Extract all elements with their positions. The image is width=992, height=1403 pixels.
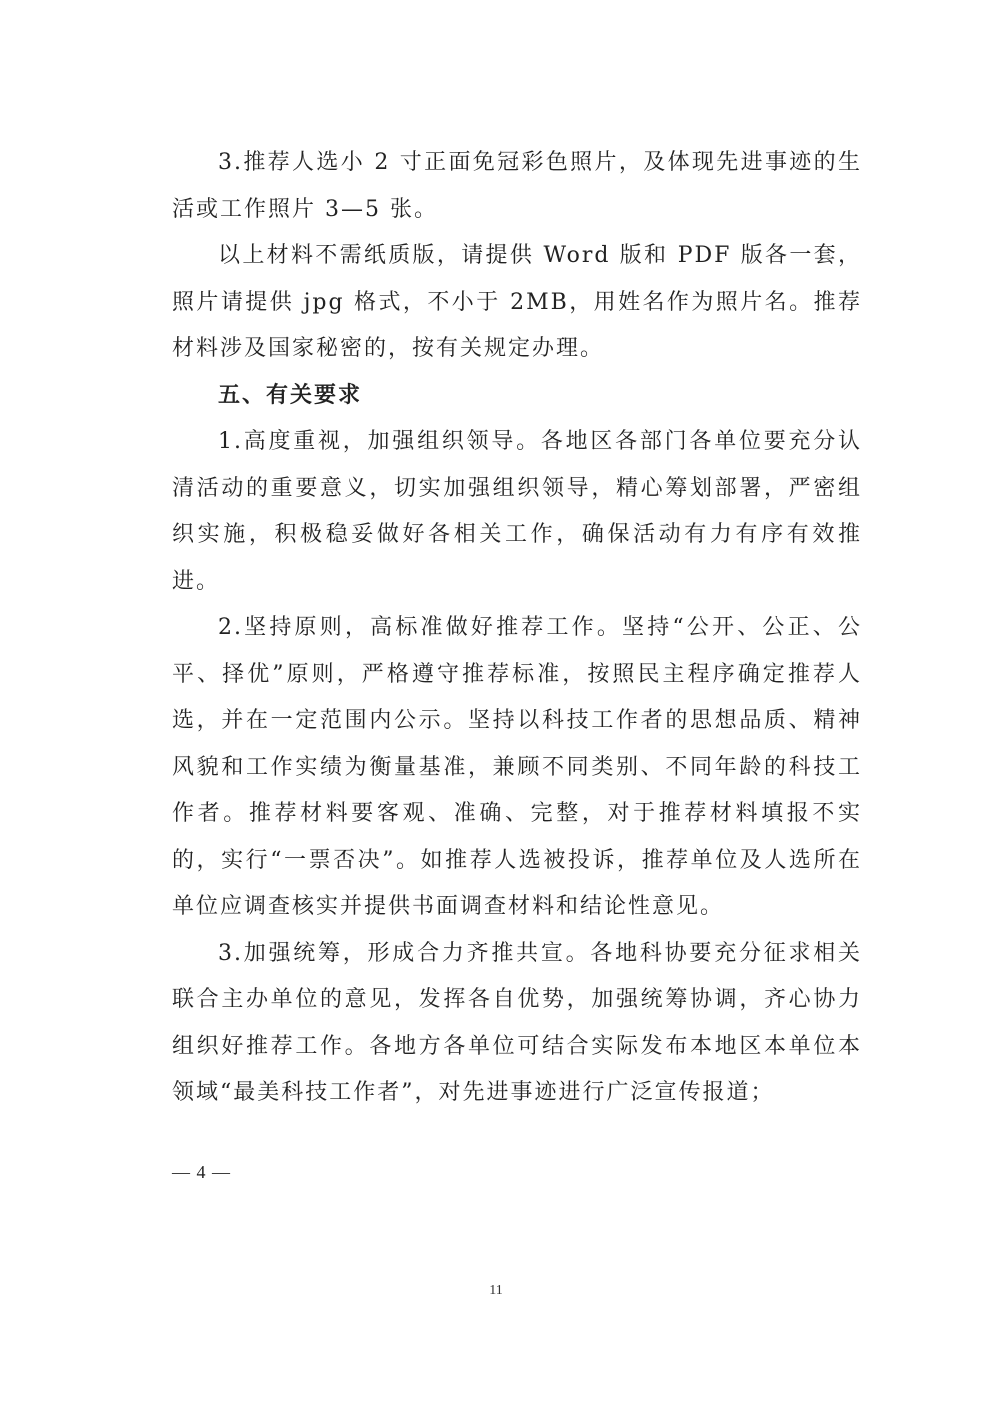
paragraph-photos: 3.推荐人选小 2 寸正面免冠彩色照片，及体现先进事迹的生活或工作照片 3—5 张。 [172,150,862,222]
document-body [172,140,862,1117]
pdf-page-number: 11 [489,1283,503,1298]
paragraph-material-format: 以上材料不需纸质版，请提供 Word 版和 PDF 版各一套，照片请提供 jpg 格式，不小于 2MB，用姓名作为照片名。推荐材料涉及国家秘密的，按有关规定办理。 [172,243,862,361]
paragraph-requirement-1: 1.高度重视，加强组织领导。各地区各部门各单位要充分认清活动的重要意义，切实加强组织领导，精心筹划部署，严密组织实施，积极稳妥做好各相关工作，确保活动有力有序有效推进。 [172,429,862,594]
section-heading-requirements: 五、有关要求 [218,382,363,408]
page-marker: — 4 — [172,1162,231,1182]
paragraph-requirement-2: 2.坚持原则，高标准做好推荐工作。坚持“公开、公正、公平、择优”原则，严格遵守推荐标准，按照民主程序确定推荐人选，并在一定范围内公示。坚持以科技工作者的思想品质、精神风貌和工作实绩为衡量基准，兼顾不同类别、不同年龄的科技工作者。推荐材料要客观、准确、完整，对于推荐材料填报不实的，实行“一票否决”。如推荐人选被投诉，推荐单位及人选所在单位应调查核实并提供书面调查材料和结论性意见。 [172,615,862,919]
paragraph-requirement-3: 3.加强统筹，形成合力齐推共宣。各地科协要充分征求相关联合主办单位的意见，发挥各自优势，加强统筹协调，齐心协力组织好推荐工作。各地方各单位可结合实际发布本地区本单位本领域“最美科技工作者”，对先进事迹进行广泛宣传报道； [172,940,862,1105]
